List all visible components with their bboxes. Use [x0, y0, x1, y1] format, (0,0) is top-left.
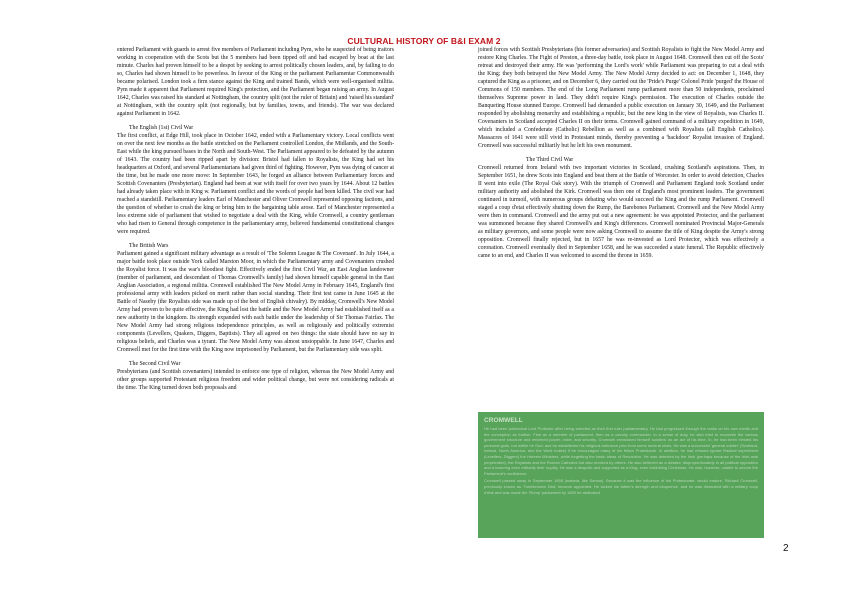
- page-title: CULTURAL HISTORY OF B&I EXAM 2: [347, 36, 501, 46]
- section-body-third-civil-war: Cromwell returned from Ireland with two important victories in Scotland, crushing Scotland's aspirations. Then, in September 1651, he drew Scots into England and beat them at the Battle of Worcester. In order to avoid detection, Charles II went into exile (The Royal Oak story). With the triumph of Cromwell and Parliament England took Scotland under military authority and abolished the Kirk. Cromwell was then one of England's most prominent leaders. The government continued in turmoil, with numerous groups debating who would succeed the King and the rump Parliament. Cromwell staged a coup d'etat effectively shutting down the Rump, the Barebones Parliament. Cromwell and the New Model Army were then in command. Cromwell and the army put out a new agreement: he was appointed Protector, and the parliament was summoned because they shared Cromwell's and King's differences. Cromwell nominated Provincial Major-Generals as military governors, and some people were now asking Cromwell to assume the title of King despite the Army's strong opposition. Cromwell finally rejected, but in 1657 he was re-invested as Lord Protector, which was effectively a coronation. Cromwell eventually died in September 1658, and he was succeeded a state funeral. The Republic effectively came to an end, and Charles II was welcomed to ascend the throne in 1659.: [478, 165, 764, 259]
- left-intro-paragraph: entered Parliament with guards to arrest five members of Parliament including Pym, who he suspected of being traitors working in cooperation with the Scots but the 5 members had been tipped off and had escaped by boat at the last minute. Charles had proven himself to be a despot by seeking to arrest politically chosen leaders, and, by failing to do so, Charles had shown himself to be powerless. In favour of the King or the parliament Parliamentar Commonwealth became polarised. London took a firm stance against the King and trained Bands, which were well-organised militia. Pym made it apparent that Parliament required King's protection, and the Parliament began raising an army. In August 1642, Charles was raised his standard at Nottingham, the country split (not the ruler of Britain) and 'raised his standard' at Nottingham, with the country split (not regionally, but by families, towns, and friends). The war was declared against Parliament in 1642.: [117, 47, 394, 117]
- sidebar-box-paragraph: He had been puritanical Lord Protector after being selected as their first ruler parliamentary. He had progressed through the ranks on his own merits and the conception as fruition. First as a member of parliament, then as a cavalry commander. In a sense of duty, he also tried to reconcile the various government structure and reformed power, order, and security. Cromwell envisioned himself 'soldiers' as an act of his time. In, he had been elected his personal gods, but within he God, and he established his religious tolerance plan from some several kinds. He was a successful 'general soldier' (Scotland, Ireland, North America, and the West Indies) if he encouraged many of his fellow Protestants. In addition, he had refused Ignore Radical experiment (Levellers, Diggers) the Hebrew Ministers, while forgetting the basic ideas of Revolution. He was detested by the Irish (perhaps because of the Irish acts perpetrated), the Royalists and the Roman Catholics but also mocked by others. He also believed as a dictator, disproportionately in all political opposition and a lowering even militarily their royalty. He was a despotic and supported as a King, even forbidding Christmas. He was, however, unable to secure the Parliament's confidence.: [484, 426, 758, 476]
- left-column: [117, 46, 394, 546]
- section-body-second-civil-war: Presbyterians (and Scottish covenanters) intended to enforce one type of religion, whereas the New Model Army and other groups supported Protestant religious freedom and wider political change, but were not considering radicals at the time. The King turned down both proposals and: [117, 369, 394, 391]
- sidebar-box-paragraph: Cromwell passed away in September 1658 (malaria, like Santos). Because it was the influence of his Protectorate, would endure. Richard Cromwell, previously known as 'Tumbledown Dick' became appointed. He lacked his father's strength and eloquence, and he was distrusted with a military coup d'état and was made the 'Rump' parliament by 1659 he abdicated.: [484, 478, 758, 495]
- page-number: 2: [783, 543, 789, 554]
- sidebar-box-title: CROMWELL: [484, 417, 523, 424]
- section-body-first-civil-war: The first conflict, at Edge Hill, took place in October 1642, ended with a Parliamentary victory. Local conflicts went on over the next few months as the battle stretched on the Parliament controlled London, the Midlands, and the South-East while the king pursued bases in the North and South-West. The Parliament appeared to be defeated by the autumn of 1643. The country had been ripped apart by division: Bristol had fallen to Royalists, the King had set his headquarters at Oxford, and several Parliamentarians had given third of fighting. However, Pym was dying of cancer at the time, but he made one more move: In September 1643, he forged an alliance between Parliamentary forces and Scottish Covenanters (Presbyterian). England had been at war with itself for over two years by 1644. About 12 battles had already taken place with in King w. Parliament conflict and the words of people had been killed. The civil war had reached a standstill. Parliamentary leaders Earl of Manchester and Oliver Cromwell represented opposing factions, and the question of whether to crush the king or bring him to the bargaining table arose. Earl of Manchester represented a less extreme side of parliament that wished to negotiate a deal with the King, while Cromwell, a country gentleman who had risen to General through competence in the parliamentary army, believed fundamental constitutional changes were required.: [117, 133, 394, 235]
- section-heading-second-civil-war: The Second Civil War: [129, 361, 181, 367]
- cromwell-sidebar-box: [478, 412, 764, 538]
- section-heading-british-wars: The British Wars: [129, 243, 169, 249]
- right-column: [478, 46, 764, 336]
- section-body-british-wars: Parliament gained a significant military advantage as a result of 'The Solemn League & The Covenant'. In July 1644, a major battle took place outside York called Marston Moor, in which the Parliamentary army and Covenanters crushed the Royalist force. It was the war's bloodiest fight. Effectively ended the first Civil War, an East Anglian landowner (member of parliament, and descendant of Thomas Cromwell's family) had shown himself capable general in the East Anglian Association, a regional militia. Cromwell established The New Model Army in February 1645, England's first professional army with leaders picked on merit rather than social standing. Their first test came in June 1645 at the Battle of Naseby (the Royalists side was made up of the best of English chivalry). By midday, Cromwell's New Model Army had proven to be quite effective, the King had lost the battle and the New Model Army had established itself as a new authority in the kingdom. Its strength expanded with each battle under the leadership of Sir Thomas Fairfax. The New Model Army had strong religious independence principles, as well as religiously and politically extremist components (Levellers, Quakers, Diggers, Baptists). They all agreed on two things: the state should have no say in religious beliefs, and Charles was a tyrant. The New Model Army was almost unstoppable. In June 1647, Charles and Cromwell met for the first time with the King now imprisoned by Parliament, but the Parliamentary side was split.: [117, 251, 394, 353]
- section-heading-third-civil-war: The Third Civil War: [526, 157, 574, 163]
- right-intro-paragraph: joined forces with Scottish Presbyterians (his former adversaries) and Scottish Royalists to fight the New Model Army and restore King Charles. The Fight of Preston, a three-day battle, took place in August 1648. Cromwell then cut off the Scots' retreat and destroyed their army. He was 'performing the Lord's work' while Parliament was preparing to cut a deal with the King; they both betrayed the New Model Army. The New Model Army decided to act: on December 1, 1648, they captured the King as a prisoner, and on December 6, they carried out the 'Pride's Purge' Colonel Pride 'purged' the House of Commons of 150 members. The end of the Long Parliament rump parliament more than 50 independents, proclaimed themselves Supreme power in land. They didn't require King's permission. The execution of Charles outside the Banqueting House stunned Europe. Cromwell had demanded a public execution on January 30, 1649, and the Parliament responded by abolishing monarchy and establishing a republic, but the new king in the view of Royalists, was Charles II. Covenanters in Scotland accepted Charles II on their terms. Cromwell gained command of a military expedition in 1649, which included a Confederate (Catholic) Rebellion as well as a combined with Royalists (all English Catholics). Massacres of 1641 were still vivid in Protestant minds, thereby preventing a 'backdoor' Royalist invasion of England. Cromwell was successful militarily but he left his own monument.: [478, 47, 764, 149]
- section-heading-first-civil-war: The English (1st) Civil War: [129, 125, 194, 131]
